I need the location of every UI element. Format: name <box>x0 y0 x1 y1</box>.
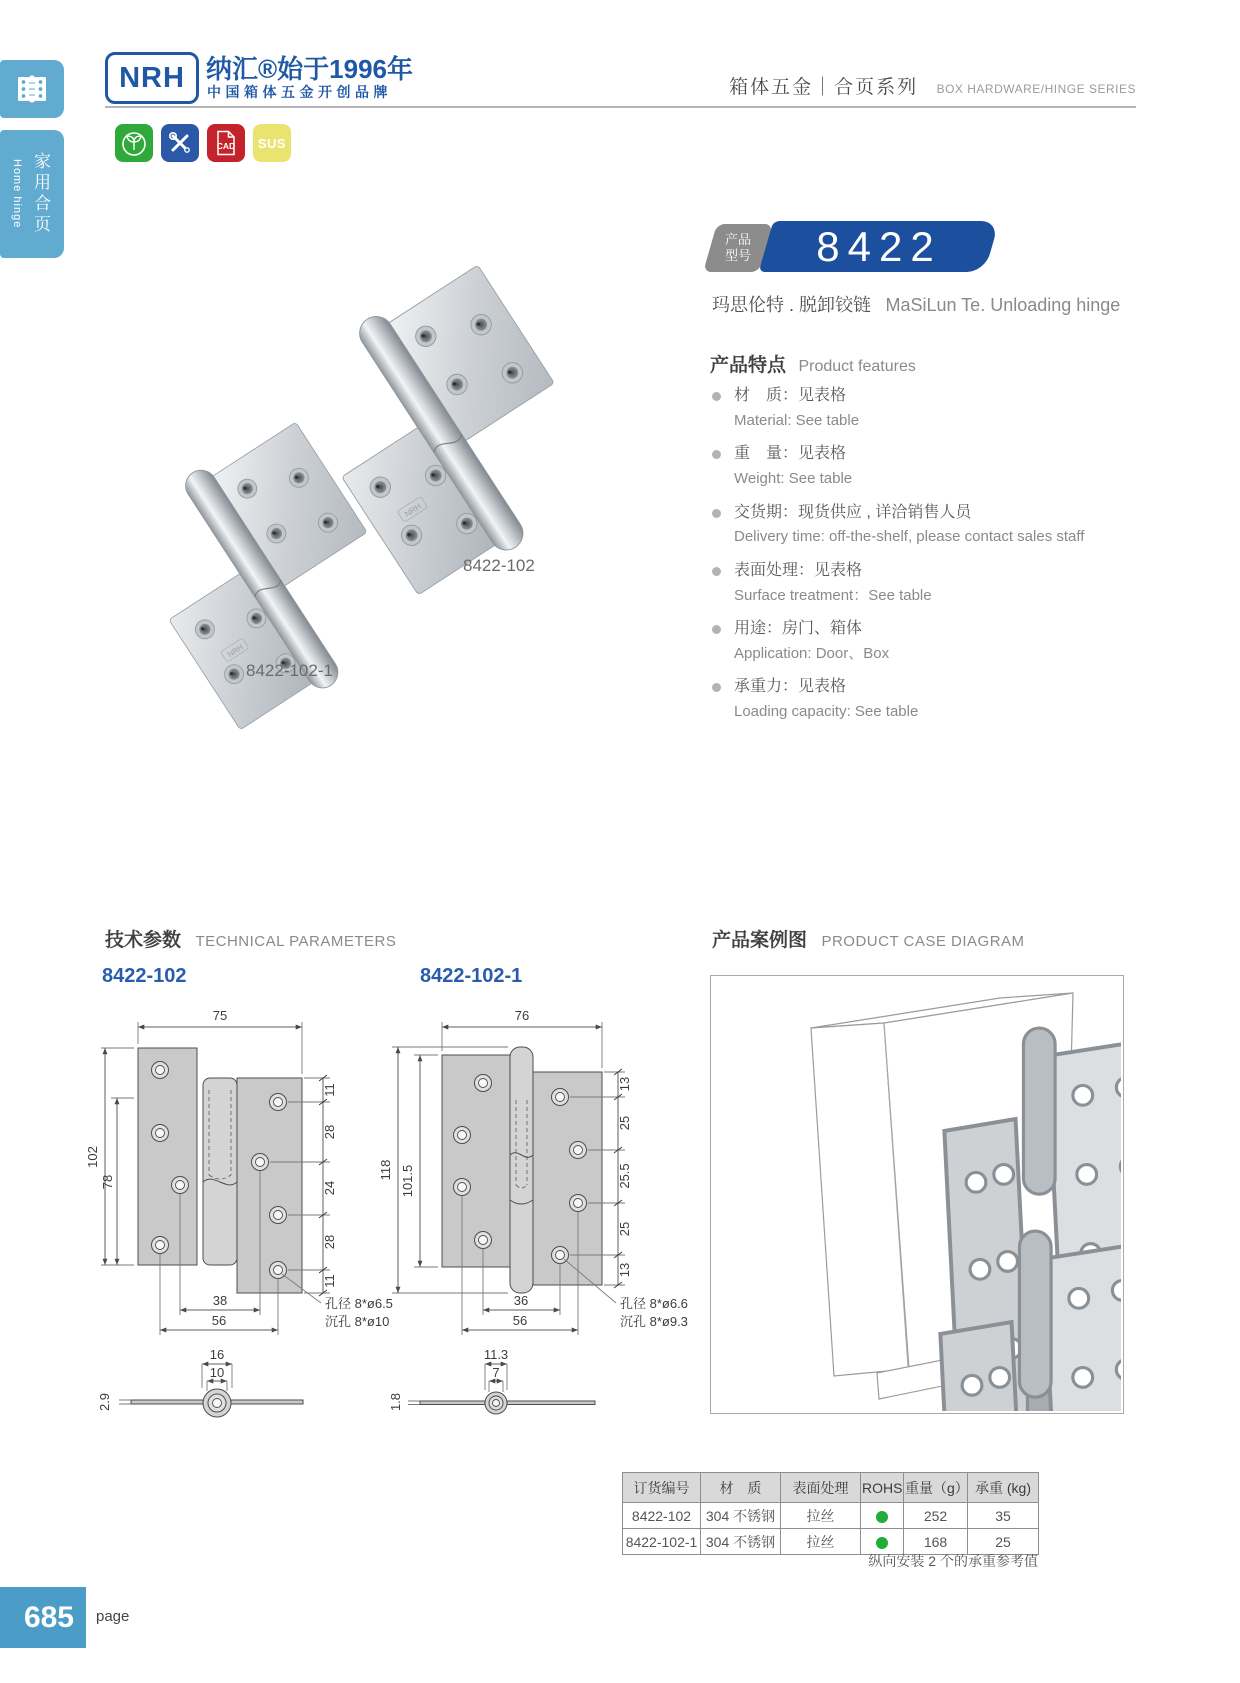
cell-material: 304 不锈钢 <box>701 1529 781 1555</box>
feature-en: Delivery time: off-the-shelf, please contact sales staff <box>734 528 1085 546</box>
dim-span: 36 <box>513 1293 529 1308</box>
hinge-icon <box>12 69 52 109</box>
dim-span-outer: 56 <box>512 1313 528 1328</box>
cell-load: 25 <box>968 1529 1039 1555</box>
photo-label-bottom: 8422-102-1 <box>246 661 333 680</box>
feature-en: Loading capacity: See table <box>734 703 919 721</box>
tech-heading-en: TECHNICAL PARAMETERS <box>195 933 397 950</box>
feature-en: Material: See table <box>734 411 860 429</box>
table-footnote: 纵向安装 2 个的承重参考值 <box>868 1553 1038 1569</box>
dim-height: 118 <box>378 1159 393 1181</box>
series-title-en: BOX HARDWARE/HINGE SERIES <box>936 82 1136 96</box>
dim-r4: 11 <box>322 1274 337 1288</box>
model-number-badge <box>766 221 992 272</box>
feature-en: Weight: See table <box>734 470 853 488</box>
dim-height: 102 <box>85 1146 100 1168</box>
tech-drawing-2 <box>378 960 688 1440</box>
feature-cn: 交货期：现货供应 , 详洽销售人员 <box>734 503 972 521</box>
cell-rohs <box>861 1503 904 1529</box>
bullet-dot-icon <box>712 509 721 518</box>
tools-icon <box>161 124 199 162</box>
sidebar-hinge-tab[interactable] <box>0 60 64 118</box>
cell-model: 8422-102 <box>623 1503 701 1529</box>
cell-material: 304 不锈钢 <box>701 1503 781 1529</box>
feature-item <box>712 444 1142 488</box>
case-heading <box>712 925 1025 952</box>
feature-cn: 承重力：见表格 <box>734 678 847 696</box>
eco-icon <box>115 124 153 162</box>
dim-span: 38 <box>212 1293 228 1308</box>
cad-icon-label: CAD <box>216 141 236 151</box>
col-surface: 表面处理 <box>781 1473 861 1503</box>
photo-label-top: 8422-102 <box>463 556 535 575</box>
model-badge-label <box>710 224 766 272</box>
case-heading-cn: 产品案例图 <box>712 930 808 951</box>
table-row <box>623 1503 1039 1529</box>
cell-surface: 拉丝 <box>781 1503 861 1529</box>
dim-r3: 25 <box>617 1221 632 1237</box>
dim-r1: 28 <box>322 1124 337 1140</box>
certification-icons <box>115 124 291 162</box>
hole-note-2: 沉孔 8*ø10 <box>325 1314 390 1329</box>
cell-load: 35 <box>968 1503 1039 1529</box>
dim-knuckle-outer: 16 <box>209 1347 225 1362</box>
dim-span-outer: 56 <box>211 1313 227 1328</box>
sidebar-category-cn: 家用合页 <box>31 152 50 236</box>
bullet-dot-icon <box>712 567 721 576</box>
feature-cn: 材 质：见表格 <box>734 387 847 404</box>
dim-thickness: 2.9 <box>97 1392 112 1412</box>
dim-r2: 24 <box>322 1180 337 1196</box>
sidebar-category-tab[interactable] <box>0 130 64 258</box>
cell-weight: 168 <box>904 1529 968 1555</box>
model-badge-line2: 型号 <box>724 248 751 264</box>
feature-item <box>712 386 1142 430</box>
feature-cn: 重 量：见表格 <box>734 445 847 463</box>
header-divider <box>105 106 1136 108</box>
feature-en: Application: Door、Box <box>734 644 890 662</box>
col-order-no: 订货编号 <box>623 1473 701 1503</box>
spec-table-header-row <box>623 1473 1039 1503</box>
col-rohs: ROHS <box>861 1473 904 1503</box>
hole-note-1: 孔径 8*ø6.5 <box>325 1296 393 1311</box>
rohs-pass-icon <box>876 1537 888 1549</box>
dim-r1: 25 <box>617 1115 632 1131</box>
dim-width: 76 <box>514 1008 530 1023</box>
feature-cn: 表面处理：见表格 <box>734 561 863 579</box>
dim-inner-height: 101.5 <box>400 1164 415 1198</box>
feature-item <box>712 677 1142 721</box>
spec-table <box>622 1472 1039 1555</box>
col-load: 承重 (kg) <box>968 1473 1039 1503</box>
series-title-cn: 箱体五金｜合页系列 <box>729 77 919 98</box>
product-subtitle-cn: 玛思伦特 . 脱卸铰链 <box>712 295 872 315</box>
tech-heading-cn: 技术参数 <box>105 930 182 951</box>
dim-width: 75 <box>212 1008 228 1023</box>
product-subtitle-en: MaSiLun Te. Unloading hinge <box>885 295 1121 315</box>
case-heading-en: PRODUCT CASE DIAGRAM <box>821 933 1025 950</box>
hole-note-2: 沉孔 8*ø9.3 <box>620 1314 688 1329</box>
dim-thickness: 1.8 <box>388 1392 403 1412</box>
col-weight: 重量（g） <box>904 1473 968 1503</box>
case-diagram-frame <box>710 975 1124 1414</box>
rohs-pass-icon <box>876 1511 888 1523</box>
bullet-dot-icon <box>712 450 721 459</box>
model-badge-line1: 产品 <box>724 232 751 247</box>
dim-knuckle-outer: 11.3 <box>483 1347 509 1362</box>
dim-inner-height: 78 <box>100 1174 115 1190</box>
bullet-dot-icon <box>712 392 721 401</box>
model-number: 8422 <box>816 223 942 270</box>
sus-icon-label: SUS <box>257 135 287 151</box>
product-subtitle <box>712 291 1120 317</box>
features-heading <box>710 350 916 377</box>
tech-heading <box>105 925 396 952</box>
features-heading-en: Product features <box>798 358 916 375</box>
feature-item <box>712 503 1142 547</box>
cell-surface: 拉丝 <box>781 1529 861 1555</box>
feature-item <box>712 561 1142 605</box>
page-number-label: page <box>96 1608 130 1625</box>
dim-r2: 25.5 <box>617 1163 632 1189</box>
cad-icon <box>207 124 245 162</box>
drawing-title-1: 8422-102 <box>102 965 187 987</box>
drawing-title-2: 8422-102-1 <box>420 965 523 987</box>
feature-cn: 用途：房门、箱体 <box>734 620 863 638</box>
dim-r0: 13 <box>617 1076 632 1092</box>
series-title <box>0 72 1136 99</box>
dim-knuckle-inner: 7 <box>492 1365 500 1380</box>
brand-tagline: 纳汇®始于1996年 <box>206 54 413 84</box>
cell-model: 8422-102-1 <box>623 1529 701 1555</box>
hole-note-1: 孔径 8*ø6.6 <box>620 1296 688 1311</box>
cell-weight: 252 <box>904 1503 968 1529</box>
brand-subtagline: 中国箱体五金开创品牌 <box>207 84 392 100</box>
bullet-dot-icon <box>712 625 721 634</box>
drawing-svg-2 <box>378 960 688 1440</box>
sidebar-category-en: Home hinge <box>11 159 23 229</box>
brand-logo-text: NRH <box>119 61 185 94</box>
dim-r3: 28 <box>322 1234 337 1250</box>
bullet-dot-icon <box>712 683 721 692</box>
features-heading-cn: 产品特点 <box>710 355 787 376</box>
dim-r4: 13 <box>617 1262 632 1278</box>
dim-knuckle-inner: 10 <box>209 1365 225 1380</box>
dim-r0: 11 <box>322 1083 337 1097</box>
case-diagram-illustration <box>711 976 1121 1411</box>
feature-item <box>712 619 1142 663</box>
col-material: 材 质 <box>701 1473 781 1503</box>
features-list <box>712 386 1142 736</box>
sus-icon <box>253 124 291 162</box>
page-number-badge: 685 <box>0 1587 86 1648</box>
feature-en: Surface treatment：See table <box>734 586 932 604</box>
